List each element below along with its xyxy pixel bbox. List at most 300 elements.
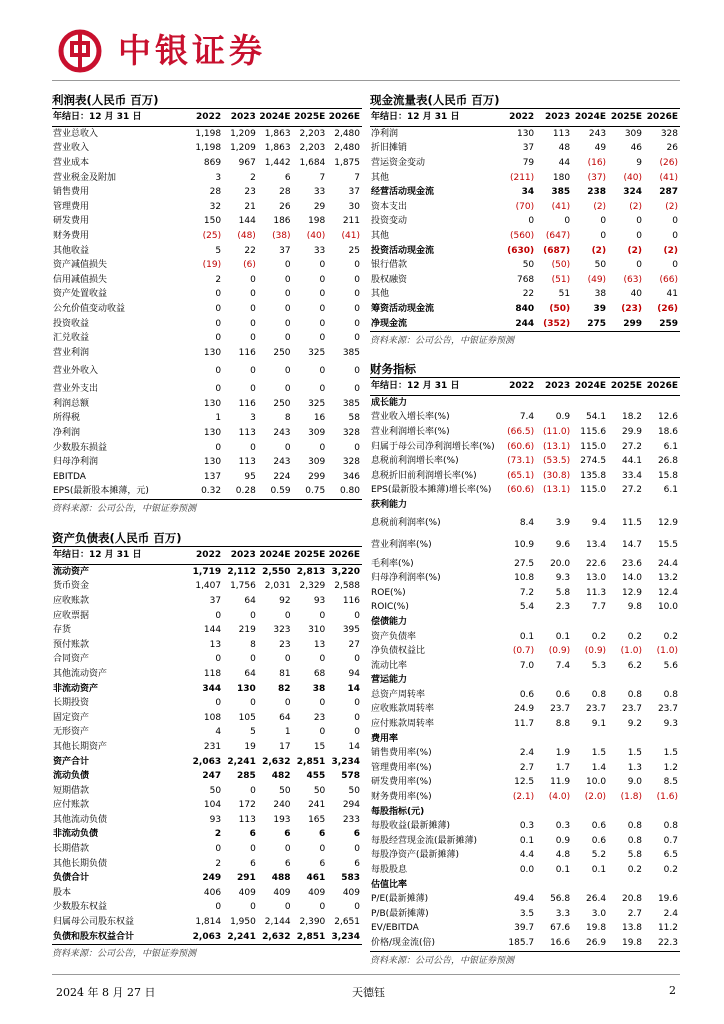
row-value: 2,063 [188, 930, 223, 945]
row-value: 19.6 [657, 894, 678, 905]
row-label: 短期借款 [53, 785, 90, 796]
row-value: 1,198 [195, 143, 222, 154]
row-label: 其他 [371, 172, 390, 183]
row-label: 负债和股东权益合计 [52, 930, 188, 945]
row-value: 385 [342, 347, 360, 358]
row-value: 285 [237, 771, 256, 782]
row-value: 291 [237, 873, 256, 884]
row-value: 105 [238, 712, 256, 723]
row-value [608, 878, 644, 893]
row-value: 0 [354, 303, 360, 314]
row-value: 5.4 [519, 602, 535, 613]
row-value: 1,756 [230, 581, 256, 592]
row-value: 172 [238, 800, 256, 811]
row-value: 0 [250, 303, 256, 314]
balance-sheet-panel [52, 530, 362, 961]
row-value: 0 [284, 260, 291, 271]
row-value: 328 [342, 428, 360, 439]
row-value: 0.75 [293, 485, 328, 500]
row-value: 0 [354, 712, 360, 723]
row-value: (2.1) [512, 792, 535, 803]
row-value: (63) [623, 274, 643, 285]
row-value: 4.8 [555, 850, 571, 861]
row-value: 81 [279, 668, 291, 679]
row-value: 346 [342, 471, 360, 482]
row-value: 0 [250, 654, 256, 665]
table-row [370, 922, 680, 937]
row-value: 409 [308, 887, 326, 898]
header-label: 年结日：12 月 31 日 [52, 109, 188, 127]
row-value: 0 [636, 216, 643, 227]
row-value: 23 [313, 712, 326, 723]
row-value: (1.0) [620, 646, 643, 657]
table-row [52, 726, 362, 741]
row-value: (0.9) [548, 646, 571, 657]
row-value: 461 [306, 873, 326, 884]
row-value: 27 [348, 639, 360, 650]
row-value: 243 [588, 128, 607, 139]
row-value: 6 [250, 858, 256, 869]
row-value [608, 615, 644, 630]
table-row [370, 302, 680, 317]
table-row [370, 127, 680, 142]
row-value: 9.4 [591, 518, 607, 529]
row-value: (560) [509, 230, 535, 241]
row-value: 0.1 [555, 631, 571, 642]
row-label: 成长能力 [371, 397, 408, 408]
row-value: (23) [621, 303, 643, 314]
row-value: 324 [623, 187, 643, 198]
row-value: 0 [215, 442, 222, 453]
row-value: 130 [203, 457, 222, 468]
row-value: 6 [284, 829, 291, 840]
row-value: 0.9 [555, 835, 571, 846]
row-value: 250 [273, 347, 291, 358]
row-label: 研发费用率(%) [371, 777, 432, 788]
row-value: 274.5 [580, 456, 607, 467]
row-value: 0 [672, 230, 678, 241]
row-value: 9.3 [555, 573, 571, 584]
table-row [370, 273, 680, 288]
table-row [52, 901, 362, 916]
row-value: 1.5 [663, 748, 678, 759]
row-label: 营业成本 [53, 157, 90, 168]
row-value: (53.5) [543, 456, 571, 467]
row-value [536, 674, 572, 689]
row-label: 其他长期资产 [53, 741, 108, 752]
row-value: 82 [278, 683, 291, 694]
table-row [370, 440, 680, 455]
header-year: 2026E [327, 547, 362, 565]
row-value: 0 [250, 384, 256, 395]
table-row [370, 484, 680, 499]
table-row [370, 557, 680, 572]
row-label: 无形资产 [53, 727, 90, 738]
row-value: (630) [507, 245, 535, 256]
row-value: 115.0 [580, 441, 607, 452]
header-year: 2024E [258, 109, 293, 127]
table-row [52, 594, 362, 609]
row-value: 3,220 [331, 566, 360, 577]
row-label: 投资收益 [53, 318, 90, 329]
row-value: 115.6 [580, 426, 607, 437]
row-label: 净现金流 [370, 317, 500, 332]
row-value: 28 [209, 187, 222, 198]
row-value: 9.2 [627, 719, 643, 730]
row-value [644, 396, 680, 411]
row-value: 150 [203, 216, 222, 227]
row-value: 27.5 [514, 558, 535, 569]
row-value: 130 [203, 428, 222, 439]
row-value: 2 [214, 829, 222, 840]
table-row [370, 411, 680, 426]
row-value: (4.0) [548, 792, 571, 803]
row-value: 299 [308, 471, 326, 482]
row-value: 0 [319, 902, 326, 913]
row-value: 0.8 [591, 689, 607, 700]
table-row [370, 156, 680, 171]
row-value: 238 [587, 187, 607, 198]
row-value: (6) [243, 260, 256, 271]
report-date: 2024 年 8 月 27 日 [56, 986, 156, 999]
row-label: 货币资金 [53, 581, 90, 592]
row-value [500, 732, 536, 747]
row-value: 33 [313, 245, 326, 256]
row-value: (647) [545, 230, 571, 241]
table-row [370, 513, 680, 535]
row-value: 13.4 [586, 540, 607, 551]
row-value: 0.6 [519, 689, 535, 700]
row-value [536, 498, 572, 513]
row-label: 应收账款周转率 [371, 704, 435, 715]
table-row [52, 799, 362, 814]
row-value: 0 [250, 442, 256, 453]
row-value: 10.0 [586, 777, 607, 788]
row-label: 资产处置收益 [53, 289, 108, 300]
header-year: 2026E [644, 109, 680, 127]
row-value: (26) [657, 303, 678, 314]
header-label: 年结日：12 月 31 日 [370, 109, 500, 127]
row-value: 49 [594, 143, 607, 154]
table-row [52, 857, 362, 872]
row-value: 24.9 [514, 704, 535, 715]
row-value [572, 498, 608, 513]
row-value: (0.9) [584, 646, 607, 657]
row-value: 0 [250, 289, 256, 300]
row-value: 67.6 [550, 923, 571, 934]
row-label: 管理费用 [53, 201, 90, 212]
row-value: 23 [279, 639, 291, 650]
row-value: 224 [273, 471, 291, 482]
row-value: 54.1 [586, 412, 607, 423]
row-value: 113 [238, 457, 256, 468]
row-value: 33.4 [621, 470, 643, 481]
header-year: 2022 [188, 547, 223, 565]
row-value: 51 [558, 289, 571, 300]
row-value: 26.9 [572, 936, 608, 951]
row-value: 64 [244, 668, 256, 679]
row-value: 0 [250, 610, 256, 621]
table-row [370, 258, 680, 273]
table-header-row [52, 109, 362, 127]
table-row [370, 819, 680, 834]
row-value: 247 [202, 771, 222, 782]
row-value: (48) [237, 230, 256, 241]
row-value: 26 [279, 201, 291, 212]
row-value: 4 [215, 727, 222, 738]
row-value: 116 [342, 595, 360, 606]
row-value: 23.6 [621, 558, 643, 569]
row-value: 11.5 [621, 518, 643, 529]
income-statement-panel [52, 92, 362, 516]
row-label: 息税折旧前利润增长率(%) [371, 470, 477, 481]
row-value: 9.8 [627, 602, 643, 613]
row-value: 3 [250, 413, 256, 424]
row-value: 328 [660, 128, 678, 139]
table-row [370, 703, 680, 718]
row-value: 0.7 [663, 835, 678, 846]
row-label: 其他长期负债 [53, 858, 108, 869]
row-value: 0.2 [591, 631, 607, 642]
row-label: 投资活动现金流 [371, 245, 435, 256]
row-label: 每股经营现金流(最新摊薄) [371, 835, 478, 846]
row-value: 13 [313, 639, 326, 650]
row-label: EPS(最新股本摊薄)增长率(%) [371, 485, 492, 496]
row-value: 108 [203, 712, 222, 723]
row-value: 1 [215, 413, 222, 424]
row-value: (2) [665, 201, 678, 212]
table-row [370, 317, 680, 332]
row-value: 137 [203, 471, 222, 482]
row-value: 0 [528, 216, 535, 227]
row-value: 2,480 [334, 128, 360, 139]
table-row [370, 732, 680, 747]
row-value: 39.7 [514, 923, 535, 934]
row-value: 116 [238, 398, 256, 409]
table-row [52, 302, 362, 317]
row-value: (41) [341, 230, 360, 241]
row-value: 27.2 [621, 485, 643, 496]
table-row [370, 396, 680, 411]
table-row [370, 717, 680, 732]
row-label: 其他流动资产 [53, 668, 108, 679]
row-value: 23.7 [657, 704, 678, 715]
income-source-note: 资料来源：公司公告，中银证券预测 [52, 504, 197, 515]
row-value: 5.8 [555, 587, 571, 598]
header-year: 2025E [608, 378, 644, 396]
row-value: 116 [238, 347, 256, 358]
row-value: 0.32 [188, 485, 223, 500]
row-value: (2) [629, 201, 643, 212]
table-row [52, 441, 362, 456]
row-value: 3.3 [555, 908, 571, 919]
row-value: 5.6 [663, 660, 678, 671]
row-value: 0 [215, 303, 222, 314]
row-label: 资产负债率 [371, 631, 417, 642]
row-value [500, 878, 536, 893]
row-value: 583 [341, 873, 360, 884]
row-value: 7.2 [519, 587, 535, 598]
row-value: 7.4 [555, 660, 571, 671]
row-label: 其他流动负债 [53, 814, 108, 825]
row-value: 6 [354, 858, 360, 869]
row-value: 49.4 [514, 894, 535, 905]
row-label: ROE(%) [371, 587, 406, 598]
row-value: 14 [347, 683, 360, 694]
table-row [52, 215, 362, 230]
table-row [52, 331, 362, 346]
table-row [370, 171, 680, 186]
row-value: 0 [600, 230, 607, 241]
row-label: P/B(最新摊薄) [371, 908, 429, 919]
row-value: 10.9 [514, 540, 535, 551]
row-value: 455 [306, 771, 326, 782]
row-value: 8.4 [519, 518, 535, 529]
row-label: 固定资产 [53, 712, 90, 723]
row-value: 33 [313, 187, 326, 198]
table-row [370, 498, 680, 513]
row-value: 0 [284, 384, 291, 395]
row-value: (2.0) [584, 792, 607, 803]
table-row [52, 711, 362, 726]
row-value: 325 [308, 398, 326, 409]
row-label: 利润总额 [53, 398, 90, 409]
table-row [52, 470, 362, 485]
row-label: 息税前利润增长率(%) [371, 456, 459, 467]
row-value: 0 [284, 333, 291, 344]
row-value: 6 [353, 829, 360, 840]
row-value: 1,719 [192, 566, 222, 577]
row-label: 每股股息 [371, 865, 408, 876]
table-row [52, 565, 362, 580]
row-value: 0.2 [627, 865, 643, 876]
income-statement-table [52, 109, 362, 500]
row-value: 1 [284, 727, 291, 738]
row-value: 5.3 [591, 660, 607, 671]
row-value: 243 [273, 457, 291, 468]
row-label: 销售费用 [53, 187, 90, 198]
row-value: 6 [319, 829, 326, 840]
row-label: 偿债能力 [371, 616, 408, 627]
row-value: 27.2 [621, 441, 643, 452]
row-value: 8 [284, 413, 291, 424]
row-value: 113 [238, 428, 256, 439]
table-row [370, 469, 680, 484]
row-value: 185.7 [500, 936, 536, 951]
row-value: 29.9 [621, 426, 643, 437]
row-value: 2,851 [293, 930, 328, 945]
table-row [52, 871, 362, 886]
company-name: 天德钰 [352, 986, 385, 999]
table-row [370, 907, 680, 922]
row-value: 8 [250, 639, 256, 650]
balance-sheet-title: 资产负债表(人民币 百万) [52, 530, 362, 547]
row-value: 68 [313, 668, 326, 679]
row-label: ROIC(%) [371, 602, 409, 613]
row-value: 6 [319, 858, 326, 869]
header-year: 2023 [536, 378, 572, 396]
row-label: 银行借款 [371, 260, 408, 271]
table-row [370, 805, 680, 820]
row-label: 长期借款 [53, 844, 90, 855]
row-value: 38 [312, 683, 326, 694]
balance-source-note: 资料来源：公司公告，中银证券预测 [52, 949, 197, 960]
row-value: 233 [342, 814, 360, 825]
row-value: (60.6) [507, 441, 535, 452]
table-row [370, 892, 680, 907]
row-value: 8.5 [663, 777, 678, 788]
header-year: 2026E [327, 109, 362, 127]
row-value: 2.3 [555, 602, 571, 613]
row-value: 294 [342, 800, 360, 811]
table-row [52, 667, 362, 682]
row-value: 1.9 [555, 748, 571, 759]
row-value: (70) [515, 201, 535, 212]
row-value [500, 498, 536, 513]
row-value: 144 [238, 216, 256, 227]
table-row [52, 623, 362, 638]
row-value: 44.1 [621, 456, 643, 467]
row-value [572, 674, 608, 689]
row-value: 56.8 [550, 894, 571, 905]
table-row [52, 696, 362, 711]
row-value: 2,480 [334, 143, 360, 154]
row-value: 0 [215, 333, 222, 344]
row-value: 1.7 [555, 762, 571, 773]
row-value: 14 [348, 741, 360, 752]
row-value [536, 396, 572, 411]
row-value: 0 [250, 785, 256, 796]
row-value: 7.7 [591, 602, 607, 613]
row-label: 股本 [53, 887, 72, 898]
row-value: 23 [244, 187, 256, 198]
row-label: 资产减值损失 [53, 260, 108, 271]
row-value: 1.4 [591, 762, 607, 773]
row-value: 0.1 [555, 865, 571, 876]
row-value: 15 [313, 741, 326, 752]
row-value: 0 [250, 698, 256, 709]
row-value: 0.28 [223, 485, 258, 500]
row-value: 0 [319, 333, 326, 344]
row-value: 0 [319, 318, 326, 329]
table-row [370, 761, 680, 776]
row-value: 14.0 [621, 573, 643, 584]
row-value: (687) [543, 245, 571, 256]
row-value: 26.8 [657, 456, 678, 467]
row-value: 2,031 [264, 581, 291, 592]
row-value: 20.0 [550, 558, 571, 569]
row-label: 负债合计 [53, 873, 90, 884]
row-label: 营业利润率(%) [371, 540, 432, 551]
row-value: 7 [354, 172, 360, 183]
table-row [52, 609, 362, 624]
row-label: 归母净利润 [53, 457, 99, 468]
row-value: 409 [238, 887, 256, 898]
table-row [52, 755, 362, 770]
row-value: 5 [250, 727, 256, 738]
row-label: 净利润 [371, 128, 399, 139]
row-value: 6 [249, 829, 256, 840]
row-value: 0.8 [627, 821, 643, 832]
row-label: 总资产周转率 [371, 689, 426, 700]
row-value: 12.4 [657, 587, 678, 598]
row-value: (41) [659, 172, 678, 183]
table-row [52, 455, 362, 470]
row-value: 0.80 [327, 485, 362, 500]
row-value: 0 [319, 289, 326, 300]
row-value: 115.0 [580, 485, 607, 496]
row-value: 1.5 [627, 748, 643, 759]
